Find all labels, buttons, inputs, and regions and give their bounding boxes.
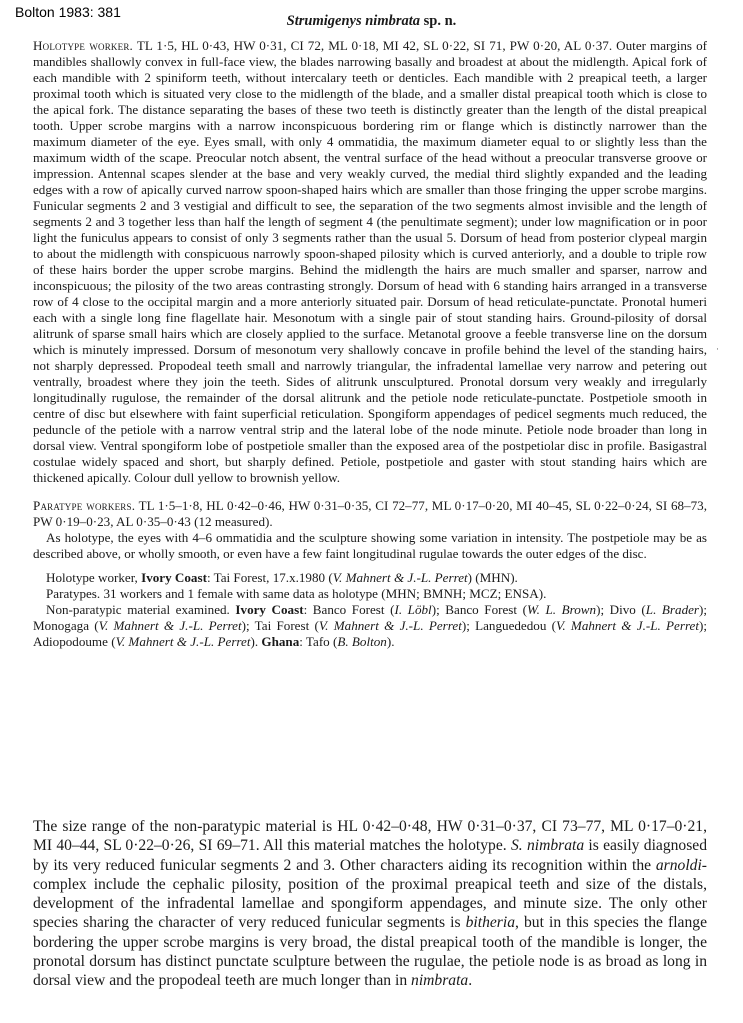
collector-name: V. Mahnert & J.-L. Perret bbox=[115, 634, 251, 649]
species-name: Strumigenys nimbrata bbox=[286, 13, 421, 29]
material-text: ); Tai Forest ( bbox=[241, 618, 319, 633]
margin-mark: · bbox=[716, 344, 719, 354]
paratype-label: Paratype workers. bbox=[33, 498, 136, 513]
country-name: Ivory Coast bbox=[235, 602, 304, 617]
taxon-name: nimbrata bbox=[411, 972, 469, 990]
holotype-description bbox=[33, 38, 707, 486]
holotype-label: Holotype worker. bbox=[33, 38, 133, 53]
summary-text: The size range of the non-paratypic material is HL 0·42–0·48, HW 0·31–0·37, CI 73–77, ML 0·17–0·21, MI 40–44, SL 0·22–0·26, SI 69–71. All this material matches the holotype. bbox=[33, 818, 707, 855]
description-body bbox=[33, 38, 707, 650]
country-name: Ghana bbox=[261, 634, 300, 649]
collector-name: V. Mahnert & J.-L. Perret bbox=[98, 618, 242, 633]
paratype-text: TL 1·5–1·8, HL 0·42–0·46, HW 0·31–0·35, CI 72–77, ML 0·17–0·20, MI 40–45, SL 0·22–0·24, SI 68–73, PW 0·19–0·23, AL 0·35–0·43 (12 measured). bbox=[33, 498, 707, 529]
material-text: ); Divo ( bbox=[596, 602, 646, 617]
material-text: Holotype worker, bbox=[46, 570, 142, 585]
collector-name: V. Mahnert & J.-L. Perret bbox=[332, 570, 468, 585]
paratype-measurements bbox=[33, 498, 707, 530]
collector-name: V. Mahnert & J.-L. Perret bbox=[318, 618, 462, 633]
collector-name: L. Brader bbox=[645, 602, 700, 617]
material-text: ); Languededou ( bbox=[461, 618, 557, 633]
citation: Bolton 1983: 381 bbox=[15, 4, 121, 20]
country-name: Ivory Coast bbox=[141, 570, 207, 585]
collector-name: B. Bolton bbox=[337, 634, 387, 649]
material-text: ) (MHN). bbox=[467, 570, 518, 585]
material-text: ). bbox=[250, 634, 262, 649]
summary-text: is easily diagnosed by its very reduced funicular segments 2 and 3. Other characters aiding its recognition within the bbox=[33, 837, 707, 874]
paratypes-material: Paratypes. 31 workers and 1 female with same data as holotype (MHN; BMNH; MCZ; ENSA). bbox=[46, 586, 547, 601]
summary-text: -complex include the cephalic pilosity, position of the proximal preapical teeth and size of the distals, development of the infradental lamellae and spongiform appendages, and minute size. The only other species sharing the character of very reduced funicular segments is bbox=[33, 856, 707, 932]
material-text: Non-paratypic material examined. bbox=[46, 602, 236, 617]
diagnosis-summary bbox=[33, 817, 707, 991]
taxon-name: bitheria bbox=[465, 914, 516, 932]
summary-text: , but in this species the flange bordering the upper scrobe margins is very broad, the distal preapical tooth of the mandible is longer, the pronotal dorsum has distinct punctate sculpture between the rugulae, the petiole node is as broad as long in dorsal view and the propodeal teeth are much longer than in bbox=[33, 914, 707, 990]
material-text: ); Monogaga ( bbox=[33, 602, 708, 633]
holotype-text: TL 1·5, HL 0·43, HW 0·31, CI 72, ML 0·18, MI 42, SL 0·22, SI 71, PW 0·20, AL 0·37. Outer margins of mandibles shallowly convex in full-face view, the blades narrowing basally and broadest at about the midlength. Apical fork of each mandible with 2 spiniform teeth, without intercalary teeth or denticles. Each mandible with 2 preapical teeth, a larger proximal tooth which is situated very close to the midlength of the blade, and a smaller distal preapical tooth which is close to the apical fork. The distance separating the bases of these two teeth is distinctly greater than the length of the distal preapical tooth. Upper scrobe margins with a narrow inconspicuous bordering rim or flange which is distinctly narrower than the maximum diameter of the eye. Eyes small, with only 4 ommatidia, the maximum diameter equal to or slightly less than the maximum width of the scape. Preocular notch absent, the ventral surface of the head without a preocular transverse groove or impression. Antennal scapes slender at the base and very weakly curved, the medial third slightly expanded and the leading edges with a row of apically curved narrow spoon-shaped hairs which are smaller than those fringing the upper scrobe margins. Funicular segments 2 and 3 vestigial and difficult to see, the separation of the two segments almost invisible and the length of segments 2 and 3 together less than half the length of segment 4 (the penultimate segment); under low magnification or in poor light the funiculus appears to consist of only 3 segments rather than the usual 5. Dorsum of head from posterior clypeal margin to about the midlength with conspicuous narrowly spoon-shaped pilosity which is curved anteriorly, and a double to triple row of these hairs border the upper scrobe margins. Behind the midlength the hairs are much smaller and sparser, narrow and inconspicuous; the pilosity of the two areas contrasting strongly. Dorsum of head with 6 standing hairs arranged in a transverse row of 4 close to the occipital margin and a more anteriorly situated pair. Dorsum of head reticulate-punctate. Pronotal humeri each with a single long fine flagellate hair. Mesonotum with a single pair of stout standing hairs. Ground-pilosity of dorsal alitrunk of sparse small hairs which are closely applied to the surface. Metanotal groove a feeble transverse line on the dorsum which is minutely impressed. Dorsum of mesonotum very shallowly concave in profile behind the level of the standing hairs, not sharply depressed. Propodeal teeth small and narrowly triangular, the infradental lamellae very narrow and petering out ventrally, broadest where they join the teeth. Sides of alitrunk unsculptured. Pronotal dorsum very weakly and irregularly longitudinally rugulose, the remainder of the dorsal alitrunk and the petiole node reticulate-punctate. Postpetiole smooth in centre of disc but elsewhere with faint superficial reticulation. Spongiform appendages of pedicel segments much reduced, the peduncle of the petiole with a narrow ventral strip and the lateral lobe of the node minute. Petiole node broader than long in dorsal view. Ventral spongiform lobe of postpetiole smaller than the exposed area of the postpetiolar disc in profile. Basigastral costulae widely spaced and short, but sharply defined. Petiole, postpetiole and gaster with stout standing hairs which are thickened apically. Colour dull yellow to brownish yellow. bbox=[33, 38, 707, 485]
collector-name: I. Löbl bbox=[394, 602, 432, 617]
species-title bbox=[0, 13, 743, 30]
taxon-name: S. nimbrata bbox=[510, 837, 585, 855]
material-text: : Tai Forest, 17.x.1980 ( bbox=[206, 570, 333, 585]
summary-text: . bbox=[468, 972, 473, 990]
material-text: ); Adiopodoume ( bbox=[33, 618, 708, 649]
species-status: sp. n. bbox=[420, 13, 457, 29]
material-text: : Tafo ( bbox=[299, 634, 338, 649]
paratype-variation: As holotype, the eyes with 4–6 ommatidia and the sculpture showing some variation in intensity. The postpetiole may be as described above, or wholly smooth, or even have a few faint longitudinal rugulae towards the outer edges of the disc. bbox=[33, 530, 707, 561]
material-text: : Banco Forest ( bbox=[303, 602, 395, 617]
nonparatypic-material bbox=[33, 602, 707, 650]
material-text: ). bbox=[386, 634, 395, 649]
material-text: ); Banco Forest ( bbox=[431, 602, 527, 617]
holotype-material bbox=[33, 570, 707, 586]
collector-name: V. Mahnert & J.-L. Perret bbox=[556, 618, 700, 633]
taxon-name: arnoldi bbox=[655, 856, 702, 874]
collector-name: W. L. Brown bbox=[526, 602, 597, 617]
